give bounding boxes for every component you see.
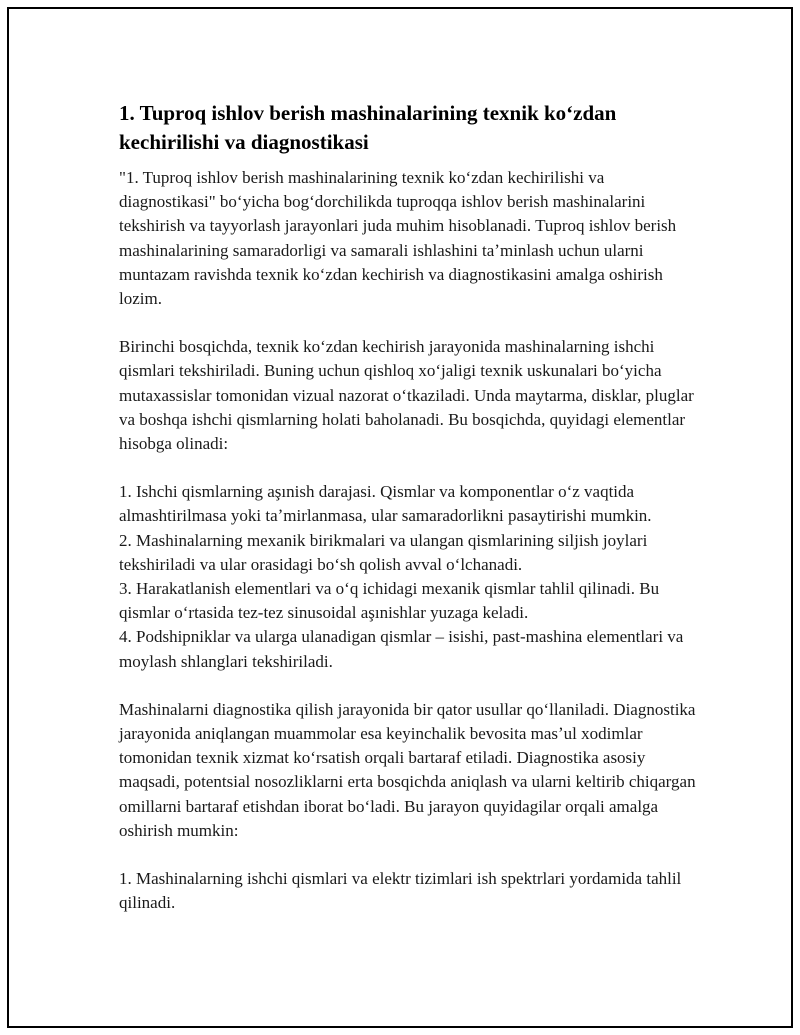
diagnostics-paragraph: Mashinalarni diagnostika qilish jarayonida bir qator usullar qoʻllaniladi. Diagnostika jarayonida aniqlangan muammolar esa keyinchalik bevosita masʼul xodimlar tomonidan texnik xizmat koʻrsatish orqali bartaraf etiladi. Diagnostika asosiy maqsadi, potentsial nosozliklarni erta bosqichda aniqlash va ularni keltirib chiqargan omillarni bartaraf etishdan iborat boʻladi. Bu jarayon quyidagilar orqali amalga oshirish mumkin:: [119, 699, 696, 840]
document-body: [119, 99, 699, 915]
document-title: 1. Tuproq ishlov berish mashinalarining texnik koʻzdan kechirilishi va diagnostikasi: [119, 101, 617, 154]
paragraph-gap: [119, 674, 699, 698]
inspection-list: 1. Ishchi qismlarning aşınish darajasi. Qismlar va komponentlar oʻz vaqtida almashtirilmasa yoki taʼmirlanmasa, ular samaradorlikni pasaytirishi mumkin. 2. Mashinalarning mexanik birikmalari va ulangan qismlarining siljish joylari tekshiriladi va ular orasidagi boʻsh qolish avval oʻlchanadi. 3. Harakatlanish elementlari va oʻq ichidagi mexanik qismlar tahlil qilinadi. Bu qismlar oʻrtasida tez-tez sinusoidal aşınishlar yuzaga keladi. 4. Podshipniklar va ularga ulanadigan qismlar – isishi, past-mashina elementlari va moylash shlanglari tekshiriladi.: [119, 482, 684, 671]
page-frame: [7, 7, 793, 1028]
paragraph-gap: [119, 843, 699, 867]
paragraph-gap: [119, 456, 699, 480]
paragraph-gap: [119, 311, 699, 335]
intro-paragraph: "1. Tuproq ishlov berish mashinalarining texnik koʻzdan kechirilishi va diagnostikasi" boʻyicha bogʻdorchilikda tuproqqa ishlov berish mashinalarini tekshirish va tayyorlash jarayonlari juda muhim hisoblanadi. Tuproq ishlov berish mashinalarining samaradorligi va samarali ishlashini taʼminlash uchun ularni muntazam ravishda texnik koʻzdan kechirish va diagnostikasini amalga oshirish lozim.: [119, 168, 677, 309]
diagnostics-list: 1. Mashinalarning ishchi qismlari va elektr tizimlari ish spektrlari yordamida tahlil qilinadi.: [119, 869, 682, 913]
first-stage-paragraph: Birinchi bosqichda, texnik koʻzdan kechirish jarayonida mashinalarning ishchi qismlari tekshiriladi. Buning uchun qishloq xoʻjaligi texnik uskunalari boʻyicha mutaxassislar tomonidan vizual nazorat oʻtkaziladi. Unda maytarma, disklar, pluglar va boshqa ishchi qismlarning holati baholanadi. Bu bosqichda, quyidagi elementlar hisobga olinadi:: [119, 337, 694, 454]
